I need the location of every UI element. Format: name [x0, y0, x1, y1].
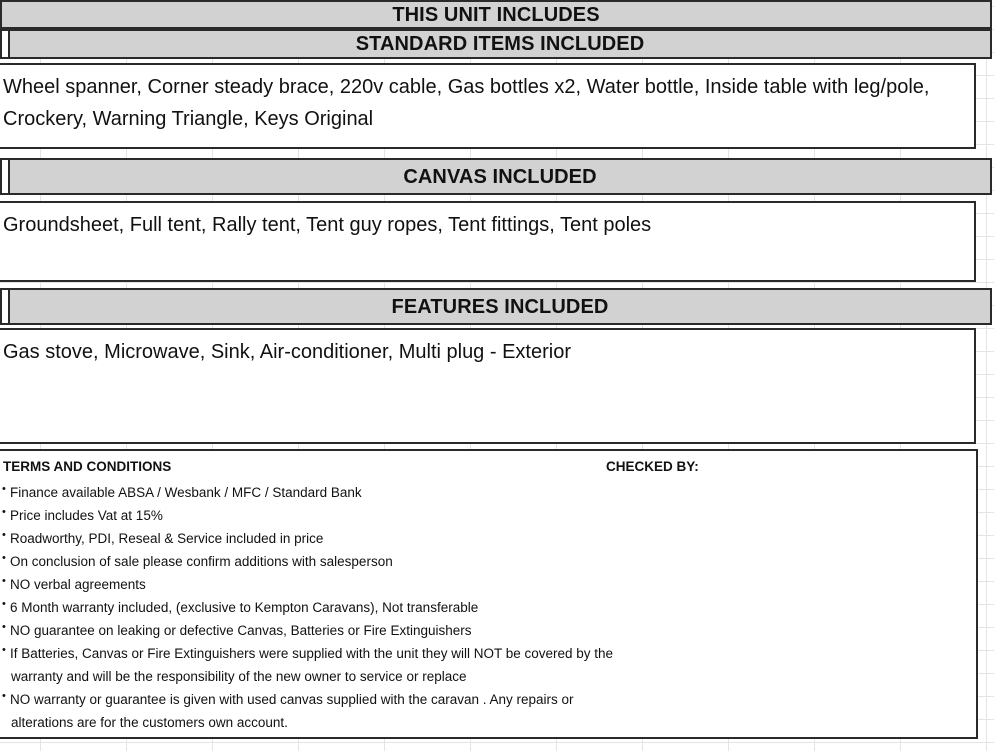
terms-item: [2, 596, 722, 619]
terms-item: [2, 573, 722, 596]
terms-item-text: Roadworthy, PDI, Reseal & Service included in price: [10, 531, 324, 546]
terms-item: [2, 527, 722, 550]
canvas-title: CANVAS INCLUDED: [403, 165, 597, 188]
features-text: Gas stove, Microwave, Sink, Air-conditioner, Multi plug - Exterior: [3, 341, 571, 363]
bullet-icon: •: [2, 690, 6, 702]
standard-items-header: [8, 29, 992, 59]
standard-items-box: [0, 63, 976, 149]
terms-item-continuation: alterations are for the customers own account.: [11, 715, 288, 730]
unit-includes-header: [0, 0, 992, 29]
terms-item-text: Price includes Vat at 15%: [10, 508, 163, 523]
terms-item-continuation: warranty and will be the responsibility of the new owner to service or replace: [11, 669, 467, 684]
terms-item-text: 6 Month warranty included, (exclusive to Kempton Caravans), Not transferable: [10, 600, 479, 615]
terms-item-text: On conclusion of sale please confirm additions with salesperson: [10, 554, 393, 569]
bullet-icon: •: [2, 644, 6, 656]
terms-item: [2, 642, 722, 688]
canvas-box: [0, 201, 976, 282]
canvas-header: [8, 158, 992, 195]
standard-items-text: Wheel spanner, Corner steady brace, 220v cable, Gas bottles x2, Water bottle, Inside table with leg/pole, Crockery, Warning Triangle, Keys Original: [3, 76, 930, 130]
canvas-text: Groundsheet, Full tent, Rally tent, Tent guy ropes, Tent fittings, Tent poles: [3, 214, 652, 236]
bullet-icon: •: [2, 552, 6, 564]
checked-by-label: CHECKED BY:: [606, 459, 699, 474]
terms-item-text: NO warranty or guarantee is given with used canvas supplied with the caravan . Any repairs or: [10, 692, 574, 707]
terms-item: [2, 619, 722, 642]
canvas-header-cell: [0, 158, 8, 195]
bullet-icon: •: [2, 483, 6, 495]
terms-item: [2, 688, 722, 734]
bullet-icon: •: [2, 575, 6, 587]
bullet-icon: •: [2, 621, 6, 633]
unit-includes-title: THIS UNIT INCLUDES: [392, 3, 600, 26]
terms-item-text: Finance available ABSA / Wesbank / MFC / Standard Bank: [10, 485, 362, 500]
standard-items-title: STANDARD ITEMS INCLUDED: [355, 33, 645, 55]
terms-item: [2, 481, 722, 504]
features-title: FEATURES INCLUDED: [391, 295, 609, 318]
terms-item-text: NO verbal agreements: [10, 577, 146, 592]
terms-box: [0, 449, 978, 739]
bullet-icon: •: [2, 598, 6, 610]
features-box: [0, 328, 976, 444]
terms-list: [2, 481, 722, 734]
features-header: [8, 288, 992, 325]
terms-item-text: NO guarantee on leaking or defective Canvas, Batteries or Fire Extinguishers: [10, 623, 472, 638]
standard-header-cell: [0, 29, 8, 59]
terms-item: [2, 504, 722, 527]
terms-item: [2, 550, 722, 573]
terms-title: TERMS AND CONDITIONS: [3, 459, 172, 474]
bullet-icon: •: [2, 529, 6, 541]
page-right-margin: [994, 0, 1000, 751]
terms-item-text: If Batteries, Canvas or Fire Extinguishers were supplied with the unit they will NOT be covered by the: [10, 646, 614, 661]
bullet-icon: •: [2, 506, 6, 518]
features-header-cell: [0, 288, 8, 325]
